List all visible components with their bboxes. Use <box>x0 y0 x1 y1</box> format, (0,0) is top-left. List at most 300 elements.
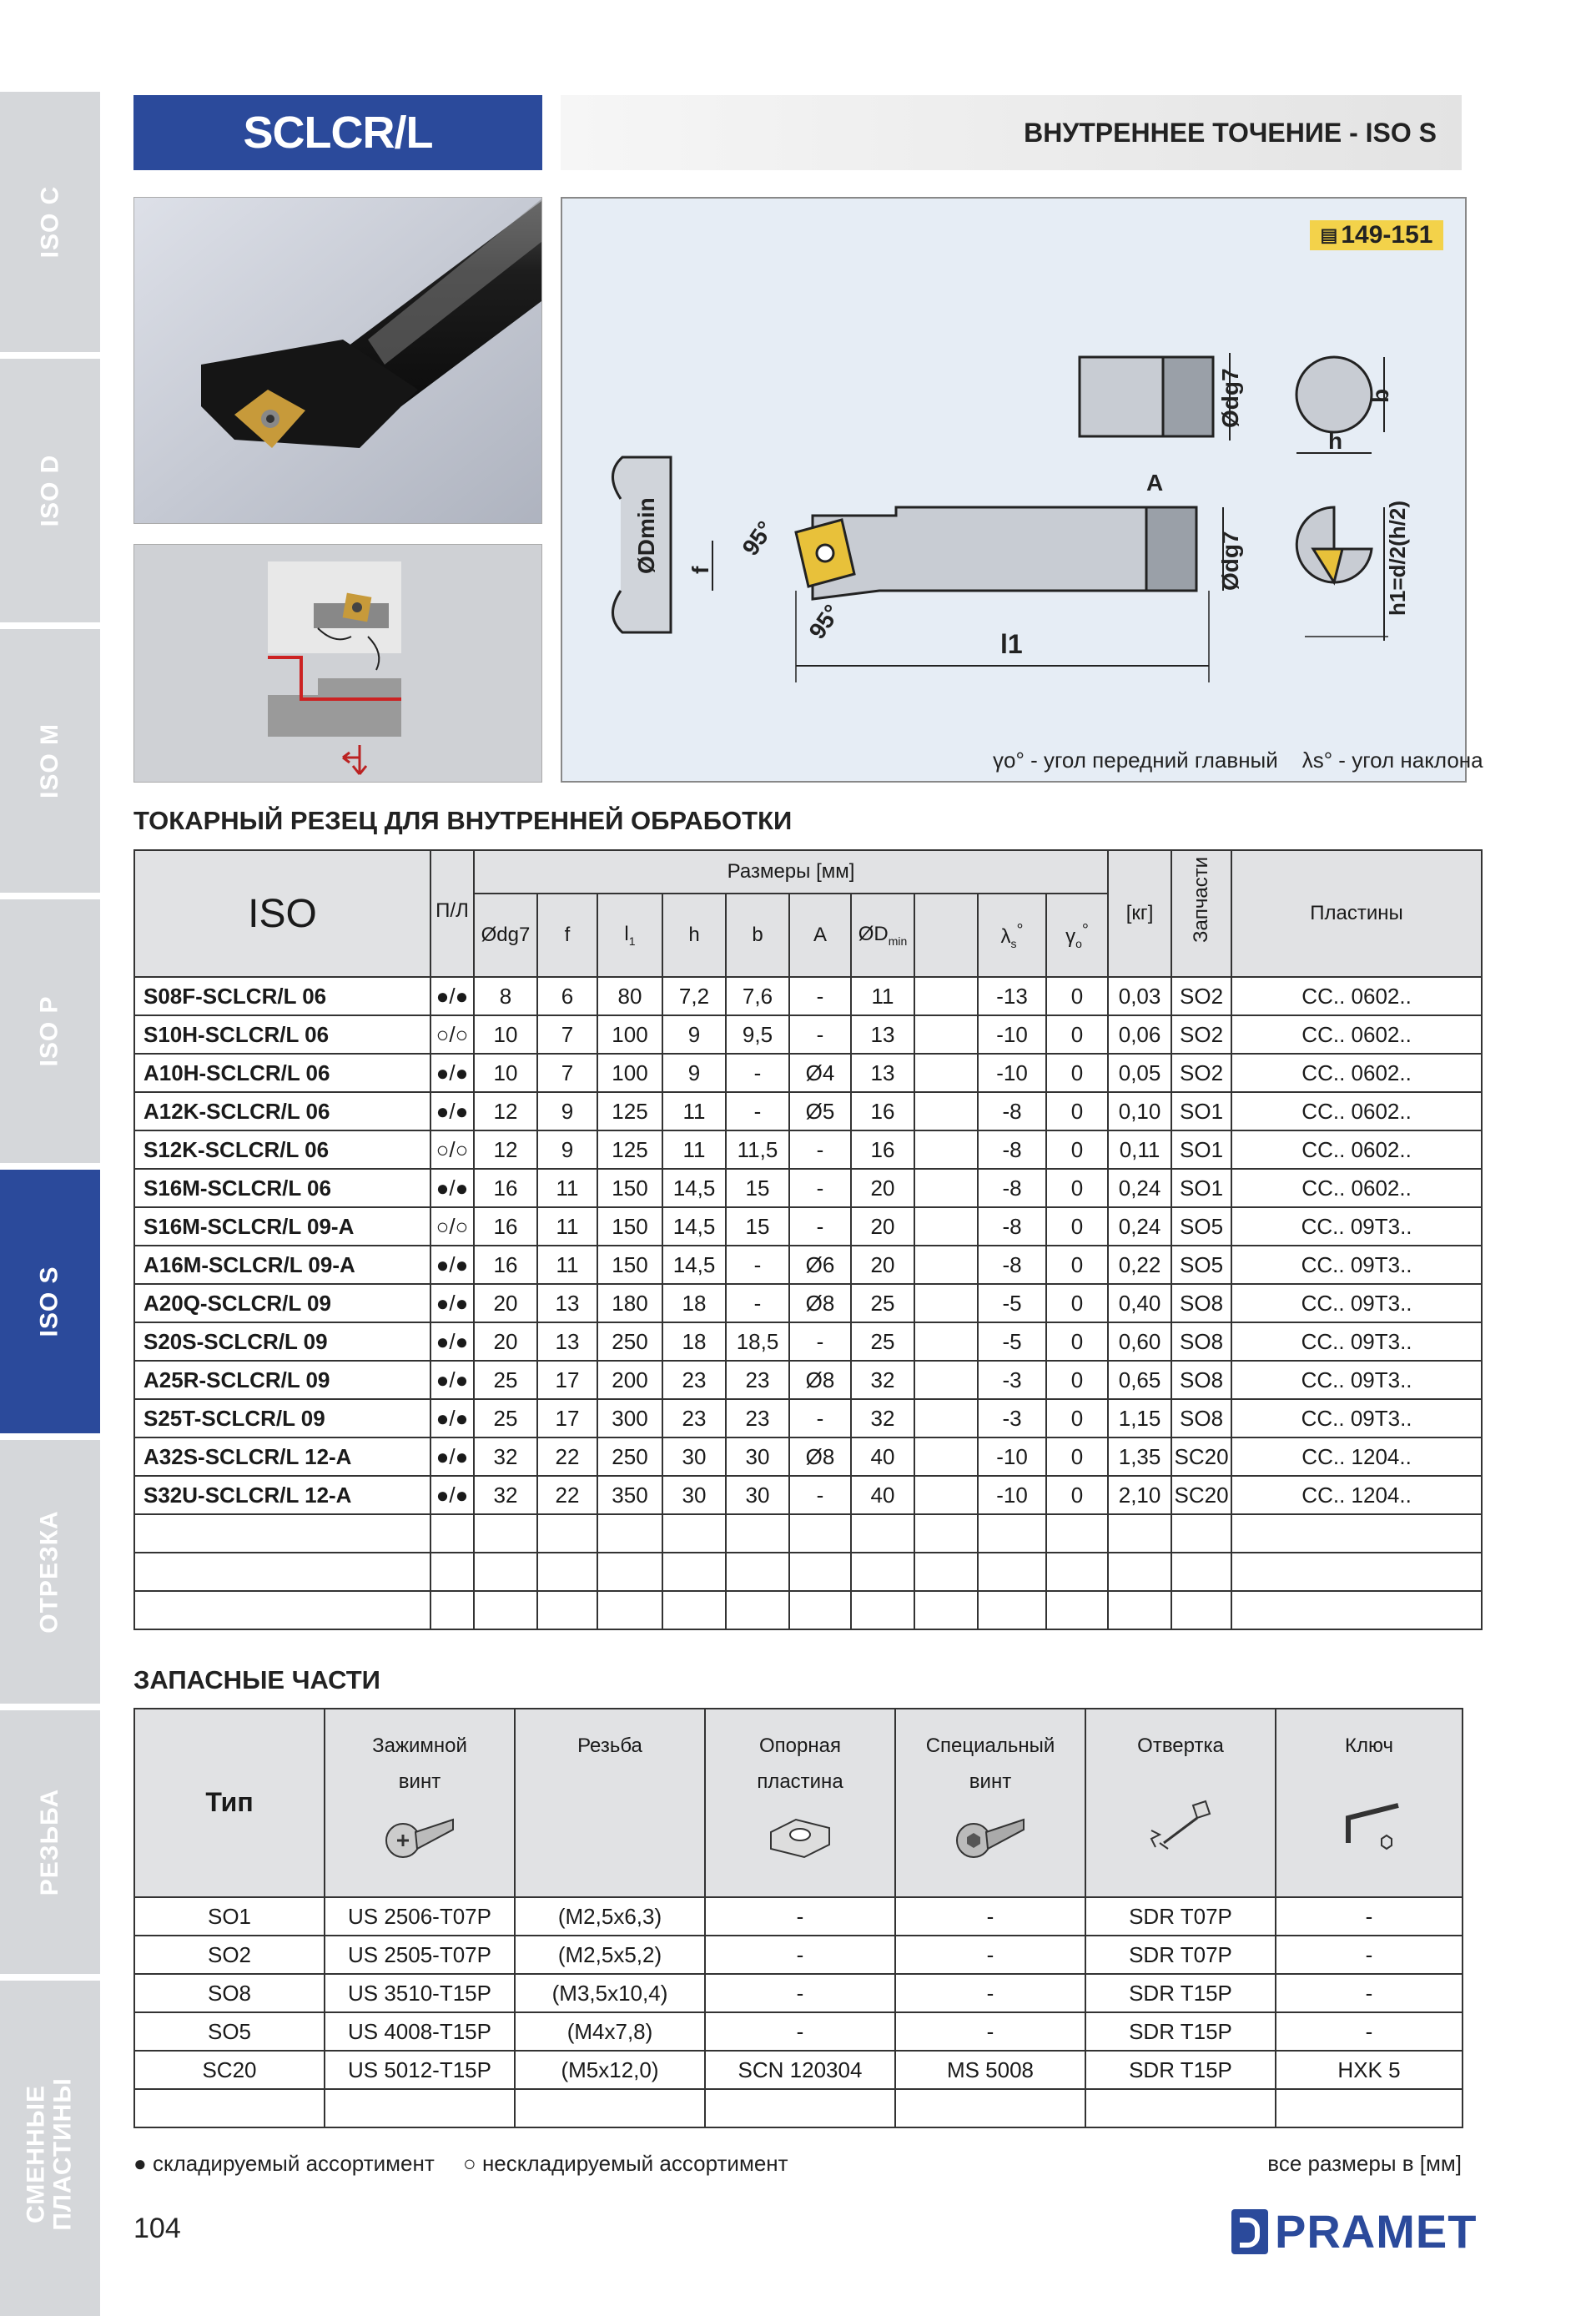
table-row <box>134 1246 1482 1284</box>
table-cell: US 5012-T15P <box>325 2051 515 2089</box>
header-gamma-text: γ <box>1065 924 1076 948</box>
table-cell: A10H-SCLCR/L 06 <box>134 1054 430 1092</box>
table-cell: CC.. 0602.. <box>1231 1015 1482 1054</box>
table-cell: 14,5 <box>662 1246 726 1284</box>
table-cell <box>1171 1553 1231 1591</box>
table-cell: 9 <box>662 1015 726 1054</box>
table-cell: 12 <box>474 1130 537 1169</box>
header-thread: Резьба <box>515 1709 705 1897</box>
table-cell <box>978 1514 1046 1553</box>
table-cell: ●/● <box>430 1476 474 1514</box>
page-title-box <box>133 95 542 170</box>
tool-dimension-drawing <box>562 199 1468 784</box>
page-subtitle-box <box>561 95 1462 170</box>
table-cell <box>789 1553 851 1591</box>
table-cell: CC.. 09T3.. <box>1231 1361 1482 1399</box>
header-shim <box>705 1709 895 1897</box>
table-cell: SO8 <box>1171 1361 1231 1399</box>
table-cell: (M4x7,8) <box>515 2012 705 2051</box>
table-cell: 20 <box>851 1207 914 1246</box>
table-cell: MS 5008 <box>895 2051 1085 2089</box>
table-cell <box>1046 1514 1108 1553</box>
table-cell <box>1171 1514 1231 1553</box>
table-cell <box>662 1553 726 1591</box>
header-dg7: Ødg7 <box>474 894 537 977</box>
table-cell: ●/● <box>430 1322 474 1361</box>
table-cell: S25T-SCLCR/L 09 <box>134 1399 430 1437</box>
table-cell: 10 <box>474 1054 537 1092</box>
table-cell: 100 <box>597 1054 662 1092</box>
table-cell: - <box>705 1897 895 1936</box>
table-cell: - <box>726 1092 789 1130</box>
table-cell: (M5x12,0) <box>515 2051 705 2089</box>
tool-table-title: ТОКАРНЫЙ РЕЗЕЦ ДЛЯ ВНУТРЕННЕЙ ОБРАБОТКИ <box>133 806 793 835</box>
table-cell: 17 <box>537 1399 597 1437</box>
side-tab-inserts[interactable] <box>0 1981 100 2316</box>
header-key-label: Ключ <box>1345 1734 1393 1757</box>
side-tab-label: ISO D <box>36 454 63 527</box>
table-cell: ●/● <box>430 1437 474 1476</box>
table-cell <box>914 1361 978 1399</box>
table-cell: 13 <box>851 1054 914 1092</box>
table-cell: ●/● <box>430 1169 474 1207</box>
table-cell: 16 <box>474 1246 537 1284</box>
table-cell <box>430 1553 474 1591</box>
table-cell: Ø8 <box>789 1437 851 1476</box>
table-cell: ●/● <box>430 1361 474 1399</box>
table-cell: -8 <box>978 1246 1046 1284</box>
table-cell: 23 <box>726 1399 789 1437</box>
table-cell: ○/○ <box>430 1130 474 1169</box>
table-cell: A20Q-SCLCR/L 09 <box>134 1284 430 1322</box>
table-row <box>134 1015 1482 1054</box>
header-gamma-sup: ° <box>1081 920 1089 939</box>
header-f: f <box>537 894 597 977</box>
side-tab-label: ISO P <box>36 995 63 1067</box>
table-cell: - <box>895 1897 1085 1936</box>
table-cell: 7,2 <box>662 977 726 1015</box>
side-tab-iso-p[interactable] <box>0 899 100 1170</box>
table-cell: CC.. 09T3.. <box>1231 1207 1482 1246</box>
screw-icon <box>382 1811 457 1861</box>
table-cell: 0 <box>1046 1169 1108 1207</box>
legend-stock <box>133 2151 435 2177</box>
side-tab-iso-m[interactable] <box>0 629 100 899</box>
table-cell: SO8 <box>1171 1322 1231 1361</box>
table-cell: CC.. 0602.. <box>1231 1130 1482 1169</box>
tool-photo <box>133 197 542 524</box>
table-cell: 13 <box>537 1322 597 1361</box>
table-cell: 23 <box>726 1361 789 1399</box>
table-cell: 7 <box>537 1015 597 1054</box>
empty-circle-icon: ○ <box>463 2151 476 2176</box>
table-cell: 100 <box>597 1015 662 1054</box>
table-cell: CC.. 09T3.. <box>1231 1399 1482 1437</box>
table-cell <box>851 1514 914 1553</box>
table-cell <box>474 1514 537 1553</box>
table-cell: - <box>789 977 851 1015</box>
table-cell <box>1046 1591 1108 1629</box>
legend-nonstock <box>463 2151 788 2177</box>
header-h: h <box>662 894 726 977</box>
table-cell: SO2 <box>1171 1015 1231 1054</box>
table-cell: - <box>789 1015 851 1054</box>
side-tab-parting[interactable] <box>0 1440 100 1710</box>
header-weight: [кг] <box>1108 850 1171 977</box>
table-cell: 125 <box>597 1092 662 1130</box>
table-cell: - <box>1276 1936 1463 1974</box>
table-cell: 200 <box>597 1361 662 1399</box>
table-cell: US 2506-T07P <box>325 1897 515 1936</box>
dim-l1-label: l1 <box>1000 629 1023 659</box>
table-cell: A12K-SCLCR/L 06 <box>134 1092 430 1130</box>
header-inserts: Пластины <box>1231 850 1482 977</box>
dim-angle-label: 95° <box>803 599 846 644</box>
table-cell: SDR T15P <box>1085 2012 1276 2051</box>
table-cell: 32 <box>474 1437 537 1476</box>
table-cell: 0,06 <box>1108 1015 1171 1054</box>
table-row-empty <box>134 1514 1482 1553</box>
table-cell <box>914 1092 978 1130</box>
table-cell: SO2 <box>1171 1054 1231 1092</box>
table-cell: 250 <box>597 1322 662 1361</box>
table-cell <box>914 1246 978 1284</box>
table-cell: -10 <box>978 1054 1046 1092</box>
header-pl: П/Л <box>430 850 474 977</box>
page-subtitle: ВНУТРЕННЕЕ ТОЧЕНИЕ - ISO S <box>1024 117 1437 148</box>
page-reference-badge[interactable] <box>1310 220 1443 250</box>
header-b: b <box>726 894 789 977</box>
table-cell: - <box>705 1974 895 2012</box>
table-cell: US 3510-T15P <box>325 1974 515 2012</box>
table-cell: 350 <box>597 1476 662 1514</box>
table-cell: 18 <box>662 1284 726 1322</box>
table-cell: - <box>895 1974 1085 2012</box>
header-sizes: Размеры [мм] <box>474 850 1108 894</box>
table-cell <box>789 1514 851 1553</box>
table-cell: -10 <box>978 1437 1046 1476</box>
table-cell: 0,03 <box>1108 977 1171 1015</box>
special-screw-icon <box>953 1811 1028 1861</box>
table-cell: 0 <box>1046 1322 1108 1361</box>
shim-icon <box>763 1811 838 1861</box>
table-cell <box>1171 1591 1231 1629</box>
dim-h1-label: h1=d/2(h/2) <box>1385 501 1410 616</box>
page-title: SCLCR/L <box>243 108 433 158</box>
table-cell <box>1231 1553 1482 1591</box>
table-cell <box>914 1437 978 1476</box>
table-cell: SO2 <box>134 1936 325 1974</box>
table-cell: -8 <box>978 1092 1046 1130</box>
table-cell <box>597 1514 662 1553</box>
table-cell: 30 <box>662 1437 726 1476</box>
header-shim-label: Опорная пластина <box>757 1734 843 1794</box>
table-cell: CC.. 0602.. <box>1231 1169 1482 1207</box>
side-tab-iso-d[interactable] <box>0 359 100 629</box>
table-cell: CC.. 0602.. <box>1231 1054 1482 1092</box>
table-cell: - <box>705 1936 895 1974</box>
table-cell: 14,5 <box>662 1207 726 1246</box>
table-cell <box>474 1591 537 1629</box>
lambda-note: λs° - угол наклона <box>1301 748 1483 773</box>
table-cell: -5 <box>978 1322 1046 1361</box>
table-cell: 11 <box>537 1246 597 1284</box>
table-cell: S16M-SCLCR/L 09-A <box>134 1207 430 1246</box>
header-special-screw <box>895 1709 1085 1897</box>
header-empty <box>914 894 978 977</box>
table-cell: - <box>789 1322 851 1361</box>
table-cell <box>597 1553 662 1591</box>
table-cell: S16M-SCLCR/L 06 <box>134 1169 430 1207</box>
spare-parts-table <box>133 1708 1463 2128</box>
table-cell: 0,24 <box>1108 1169 1171 1207</box>
legend-stock-label: складируемый ассортимент <box>152 2151 435 2176</box>
table-cell <box>726 1553 789 1591</box>
table-cell: -10 <box>978 1015 1046 1054</box>
table-cell: 14,5 <box>662 1169 726 1207</box>
table-cell: CC.. 09T3.. <box>1231 1322 1482 1361</box>
table-cell: - <box>726 1054 789 1092</box>
table-cell: 16 <box>474 1169 537 1207</box>
table-cell <box>914 1284 978 1322</box>
table-cell: - <box>789 1169 851 1207</box>
table-cell <box>978 1553 1046 1591</box>
table-row <box>134 1476 1482 1514</box>
table-cell: SO1 <box>1171 1092 1231 1130</box>
table-row <box>134 2051 1463 2089</box>
table-cell: SC20 <box>1171 1437 1231 1476</box>
side-tab-label: ISO S <box>36 1266 63 1337</box>
header-dmin-text: ØD <box>858 923 889 945</box>
table-cell: 16 <box>474 1207 537 1246</box>
table-cell: 0 <box>1046 1092 1108 1130</box>
table-cell: 250 <box>597 1437 662 1476</box>
dim-h-label: h <box>1328 428 1343 454</box>
table-cell: 11,5 <box>726 1130 789 1169</box>
table-cell: 11 <box>851 977 914 1015</box>
table-cell <box>537 1591 597 1629</box>
table-row <box>134 1361 1482 1399</box>
table-cell: 150 <box>597 1169 662 1207</box>
dim-a-label: A <box>1146 470 1164 496</box>
table-cell: CC.. 09T3.. <box>1231 1246 1482 1284</box>
header-lambda <box>978 894 1046 977</box>
table-cell: ○/○ <box>430 1015 474 1054</box>
table-cell: 18 <box>662 1322 726 1361</box>
table-cell: 20 <box>851 1246 914 1284</box>
table-cell: S08F-SCLCR/L 06 <box>134 977 430 1015</box>
table-cell: 13 <box>851 1015 914 1054</box>
table-cell: 0,40 <box>1108 1284 1171 1322</box>
table-cell <box>726 1591 789 1629</box>
tool-table <box>133 849 1483 1630</box>
header-clamp-screw <box>325 1709 515 1897</box>
header-l1-text: l <box>624 923 629 945</box>
header-iso: ISO <box>134 850 430 977</box>
table-cell: 7 <box>537 1054 597 1092</box>
table-cell: SO8 <box>1171 1284 1231 1322</box>
table-cell: S32U-SCLCR/L 12-A <box>134 1476 430 1514</box>
table-cell: 25 <box>474 1361 537 1399</box>
table-cell: SDR T07P <box>1085 1897 1276 1936</box>
table-cell <box>662 1591 726 1629</box>
table-cell: CC.. 0602.. <box>1231 1092 1482 1130</box>
table-cell <box>914 1553 978 1591</box>
brand-logo <box>1231 2204 1477 2258</box>
legend-nonstock-label: нескладируемый ассортимент <box>481 2151 788 2176</box>
brand-name: PRAMET <box>1275 2205 1478 2258</box>
table-cell <box>895 2089 1085 2127</box>
table-cell: -3 <box>978 1361 1046 1399</box>
table-row <box>134 1284 1482 1322</box>
table-cell: 23 <box>662 1361 726 1399</box>
table-row-empty <box>134 1553 1482 1591</box>
table-cell <box>914 1476 978 1514</box>
table-cell <box>914 1207 978 1246</box>
table-cell: HXK 5 <box>1276 2051 1463 2089</box>
table-cell: Ø8 <box>789 1361 851 1399</box>
table-cell: SO1 <box>1171 1130 1231 1169</box>
table-cell: SDR T07P <box>1085 1936 1276 1974</box>
table-cell <box>978 1591 1046 1629</box>
table-cell: 25 <box>851 1284 914 1322</box>
table-cell: 0 <box>1046 1361 1108 1399</box>
table-cell: CC.. 09T3.. <box>1231 1284 1482 1322</box>
table-cell: SDR T15P <box>1085 2051 1276 2089</box>
table-cell: 16 <box>851 1130 914 1169</box>
side-tab-label: ISO M <box>35 722 63 799</box>
side-tab-label: РЕЗЬБА <box>36 1788 63 1896</box>
table-cell: 0,24 <box>1108 1207 1171 1246</box>
dim-b-label: b <box>1367 388 1393 403</box>
table-cell: - <box>789 1476 851 1514</box>
table-cell: ●/● <box>430 1054 474 1092</box>
gamma-note: γo° - угол передний главный <box>993 748 1278 773</box>
table-cell: 17 <box>537 1361 597 1399</box>
side-tab-threading[interactable] <box>0 1710 100 1981</box>
table-cell <box>914 1169 978 1207</box>
table-cell: 80 <box>597 977 662 1015</box>
table-cell: - <box>726 1284 789 1322</box>
pramet-logo-icon <box>1231 2209 1268 2254</box>
angle-note <box>993 748 1483 773</box>
header-screwdriver <box>1085 1709 1276 1897</box>
schematic-image <box>134 545 542 783</box>
side-tab-label: ОТРЕЗКА <box>36 1510 64 1634</box>
table-cell: A32S-SCLCR/L 12-A <box>134 1437 430 1476</box>
table-cell <box>789 1591 851 1629</box>
table-cell: - <box>705 2012 895 2051</box>
boring-bar-image <box>134 198 542 524</box>
side-tab-iso-s[interactable] <box>0 1170 100 1440</box>
side-tab-iso-c[interactable] <box>0 92 100 359</box>
table-cell: ●/● <box>430 977 474 1015</box>
table-cell <box>1108 1514 1171 1553</box>
table-cell: SO2 <box>1171 977 1231 1015</box>
table-cell: S12K-SCLCR/L 06 <box>134 1130 430 1169</box>
table-cell <box>134 1553 430 1591</box>
table-cell: 0 <box>1046 1476 1108 1514</box>
table-cell: -8 <box>978 1169 1046 1207</box>
table-cell: 125 <box>597 1130 662 1169</box>
table-cell <box>705 2089 895 2127</box>
table-cell <box>537 1514 597 1553</box>
table-cell: SC20 <box>134 2051 325 2089</box>
table-cell: 32 <box>474 1476 537 1514</box>
table-cell: 0 <box>1046 1284 1108 1322</box>
table-cell <box>662 1514 726 1553</box>
table-cell: A25R-SCLCR/L 09 <box>134 1361 430 1399</box>
table-cell <box>430 1591 474 1629</box>
header-dmin <box>851 894 914 977</box>
table-cell: 0 <box>1046 1130 1108 1169</box>
table-cell: ●/● <box>430 1284 474 1322</box>
page-number: 104 <box>133 2213 181 2244</box>
legend-units: все размеры в [мм] <box>1267 2151 1462 2176</box>
table-cell: 20 <box>851 1169 914 1207</box>
table-cell: 11 <box>662 1092 726 1130</box>
table-cell: 1,35 <box>1108 1437 1171 1476</box>
table-row <box>134 1974 1463 2012</box>
table-cell: ○/○ <box>430 1207 474 1246</box>
header-spare-label: Запчасти <box>1190 856 1213 943</box>
table-cell: 150 <box>597 1207 662 1246</box>
table-cell <box>1231 1514 1482 1553</box>
table-cell: 32 <box>851 1399 914 1437</box>
header-spare <box>1171 850 1231 977</box>
table-cell: ●/● <box>430 1399 474 1437</box>
table-cell: - <box>1276 1897 1463 1936</box>
table-cell: SO1 <box>1171 1169 1231 1207</box>
table-cell: ●/● <box>430 1246 474 1284</box>
dim-dmin-label: ØDmin <box>633 497 659 574</box>
table-cell: 0,22 <box>1108 1246 1171 1284</box>
table-cell: SO1 <box>134 1897 325 1936</box>
table-cell: CC.. 0602.. <box>1231 977 1482 1015</box>
header-dmin-sub: min <box>888 934 908 948</box>
table-cell: 16 <box>851 1092 914 1130</box>
table-cell: 11 <box>537 1207 597 1246</box>
table-cell: S20S-SCLCR/L 09 <box>134 1322 430 1361</box>
table-cell: 0 <box>1046 1246 1108 1284</box>
table-cell: 22 <box>537 1476 597 1514</box>
table-cell <box>1046 1553 1108 1591</box>
table-cell: CC.. 1204.. <box>1231 1437 1482 1476</box>
table-row <box>134 2012 1463 2051</box>
spare-parts-title: ЗАПАСНЫЕ ЧАСТИ <box>133 1665 380 1694</box>
table-cell: 8 <box>474 977 537 1015</box>
spare-parts-body <box>134 1897 1463 2127</box>
table-row <box>134 1936 1463 1974</box>
header-gamma-sub: o <box>1075 936 1082 950</box>
table-cell: - <box>1276 1974 1463 2012</box>
table-cell: 10 <box>474 1015 537 1054</box>
table-cell: 30 <box>726 1437 789 1476</box>
table-cell: US 2505-T07P <box>325 1936 515 1974</box>
dim-f-label: f <box>687 566 713 574</box>
table-cell <box>914 1322 978 1361</box>
table-cell: - <box>1276 2012 1463 2051</box>
table-cell: 2,10 <box>1108 1476 1171 1514</box>
header-lambda-sub: s <box>1010 936 1017 950</box>
table-cell: 20 <box>474 1284 537 1322</box>
table-cell <box>914 1514 978 1553</box>
table-cell: 18,5 <box>726 1322 789 1361</box>
table-cell: (M2,5x5,2) <box>515 1936 705 1974</box>
table-cell <box>851 1553 914 1591</box>
table-cell: 9 <box>537 1092 597 1130</box>
table-cell <box>1108 1553 1171 1591</box>
